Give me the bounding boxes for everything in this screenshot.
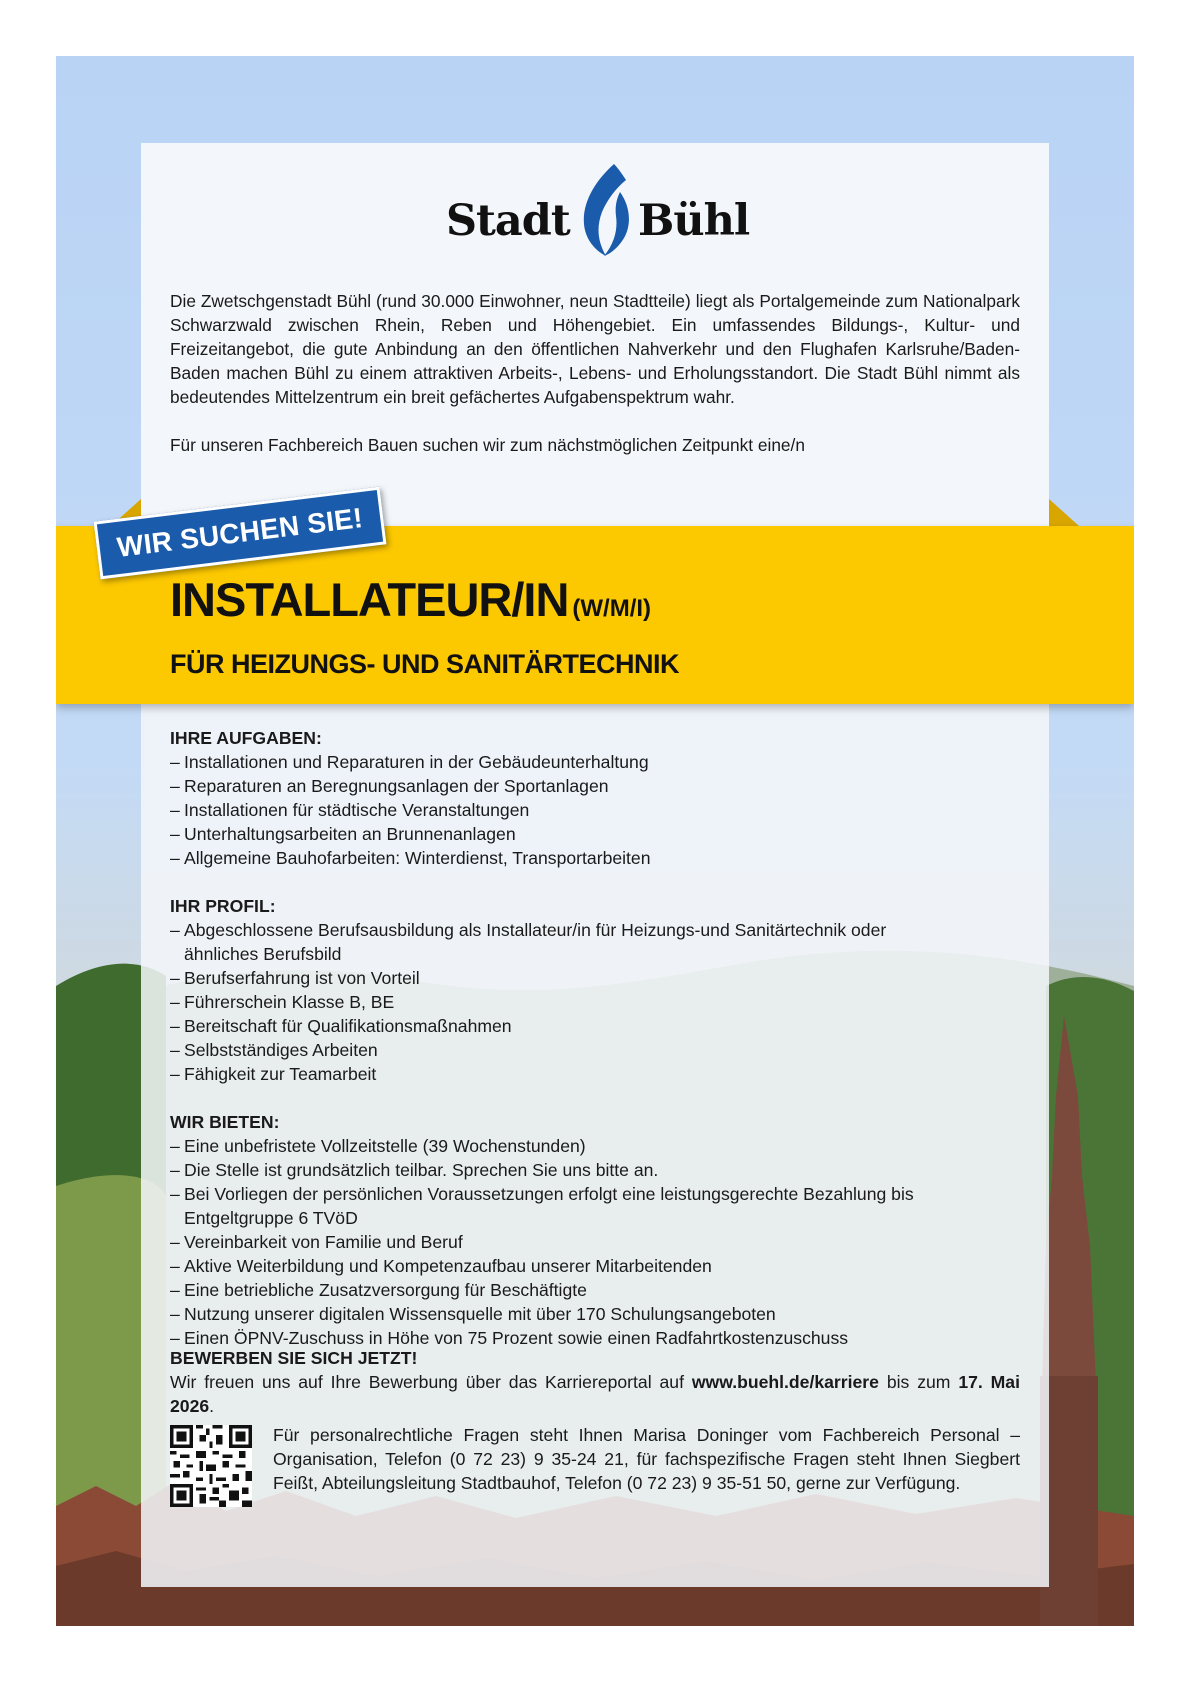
list-item: – Allgemeine Bauhofarbeiten: Winterdienst, Transportarbeiten (170, 846, 1020, 870)
stadt-buehl-mark-icon (576, 162, 636, 258)
search-line: Für unseren Fachbereich Bauen suchen wir zum nächstmöglichen Zeitpunkt eine/n (170, 435, 805, 455)
list-item: – Installationen und Reparaturen in der Gebäudeunterhaltung (170, 750, 1020, 774)
offer-heading: WIR BIETEN: (170, 1112, 280, 1132)
apply-text-after: . (209, 1396, 215, 1416)
city-logo (446, 162, 750, 262)
profile-section (170, 894, 1020, 1086)
tasks-heading: IHRE AUFGABEN: (170, 728, 322, 748)
apply-text (170, 1370, 1020, 1418)
profile-list (170, 918, 1020, 1086)
contact-paragraph: Für personalrechtliche Fragen steht Ihnen Marisa Doninger vom Fachbereich Personal – Organisation, Telefon (0 72 23) 9 35-24 21, für fachspezifische Fragen steht Ihnen Siegbert Feißt, Abteilungsleitung Stadtbauhof, Telefon (0 72 23) 9 35-51 50, gerne zur Verfügung. (273, 1425, 1020, 1493)
intro-paragraph: Die Zwetschgenstadt Bühl (rund 30.000 Einwohner, neun Stadtteile) liegt als Portalgemeinde zum Nationalpark Schwarzwald zwischen Rhein, Reben und Höhengebiet. Ein umfassendes Bildungs-, Kultur- und Freizeitangebot, die gute Anbindung an den öffentlichen Nahverkehr und den Flughafen Karlsruhe/Baden-Baden machen Bühl zu einem attraktiven Arbeits-, Lebens- und Erholungsstandort. Die Stadt Bühl nimmt als bedeutendes Mittelzentrum ein breit gefächertes Aufgabenspektrum wahr. (170, 291, 1020, 407)
tasks-section (170, 726, 1020, 870)
job-title-suffix: (W/M/I) (572, 595, 652, 622)
qr-code-icon[interactable] (170, 1425, 252, 1507)
list-item: – Vereinbarkeit von Familie und Beruf (170, 1230, 1020, 1254)
job-poster (56, 56, 1134, 1626)
list-item: – Bereitschaft für Qualifikationsmaßnahmen (170, 1014, 1020, 1038)
job-title-text: INSTALLATEUR/IN (170, 573, 569, 626)
list-item: – Eine betriebliche Zusatzversorgung für Beschäftigte (170, 1278, 1020, 1302)
list-item: – Bei Vorliegen der persönlichen Voraussetzungen erfolgt eine leistungsgerechte Bezahlung bis Entgeltgruppe 6 TVöD (170, 1182, 1020, 1230)
profile-heading: IHR PROFIL: (170, 896, 276, 916)
list-item: – Abgeschlossene Berufsausbildung als Installateur/in für Heizungs-und Sanitärtechnik oder ähnliches Berufsbild (170, 918, 1020, 966)
list-item: – Aktive Weiterbildung und Kompetenzaufbau unserer Mitarbeitenden (170, 1254, 1020, 1278)
apply-section (170, 1346, 1020, 1418)
apply-heading: BEWERBEN SIE SICH JETZT! (170, 1348, 418, 1368)
list-item: – Führerschein Klasse B, BE (170, 990, 1020, 1014)
list-item: – Die Stelle ist grundsätzlich teilbar. Sprechen Sie uns bitte an. (170, 1158, 1020, 1182)
list-item: – Nutzung unserer digitalen Wissensquelle mit über 170 Schulungsangeboten (170, 1302, 1020, 1326)
list-item: – Installationen für städtische Veranstaltungen (170, 798, 1020, 822)
wir-suchen-sie-stamp: WIR SUCHEN SIE! (94, 487, 387, 580)
list-item: – Selbstständiges Arbeiten (170, 1038, 1020, 1062)
logo-word-stadt: Stadt (446, 196, 570, 246)
list-item: – Eine unbefristete Vollzeitstelle (39 Wochenstunden) (170, 1134, 1020, 1158)
career-portal-link[interactable]: www.buehl.de/karriere (691, 1372, 879, 1392)
list-item: – Fähigkeit zur Teamarbeit (170, 1062, 1020, 1086)
apply-text-before: Wir freuen uns auf Ihre Bewerbung über das Karriereportal auf (170, 1372, 692, 1392)
list-item: – Berufserfahrung ist von Vorteil (170, 966, 1020, 990)
logo-word-buehl: Bühl (638, 196, 750, 246)
job-subtitle: FÜR HEIZUNGS- UND SANITÄRTECHNIK (170, 649, 679, 679)
list-item: – Reparaturen an Beregnungsanlagen der Sportanlagen (170, 774, 1020, 798)
list-item: – Unterhaltungsarbeiten an Brunnenanlagen (170, 822, 1020, 846)
job-title (170, 572, 651, 627)
list-item: – Einen ÖPNV-Zuschuss in Höhe von 75 Prozent sowie einen Radfahrtkostenzuschuss (170, 1326, 1020, 1350)
offer-list (170, 1134, 1020, 1350)
apply-text-middle: bis zum (878, 1372, 959, 1392)
offer-section (170, 1110, 1020, 1350)
banner-fold-right (1049, 499, 1079, 526)
application-deadline: 17. Mai 2026 (170, 1372, 1020, 1416)
tasks-list (170, 750, 1020, 870)
